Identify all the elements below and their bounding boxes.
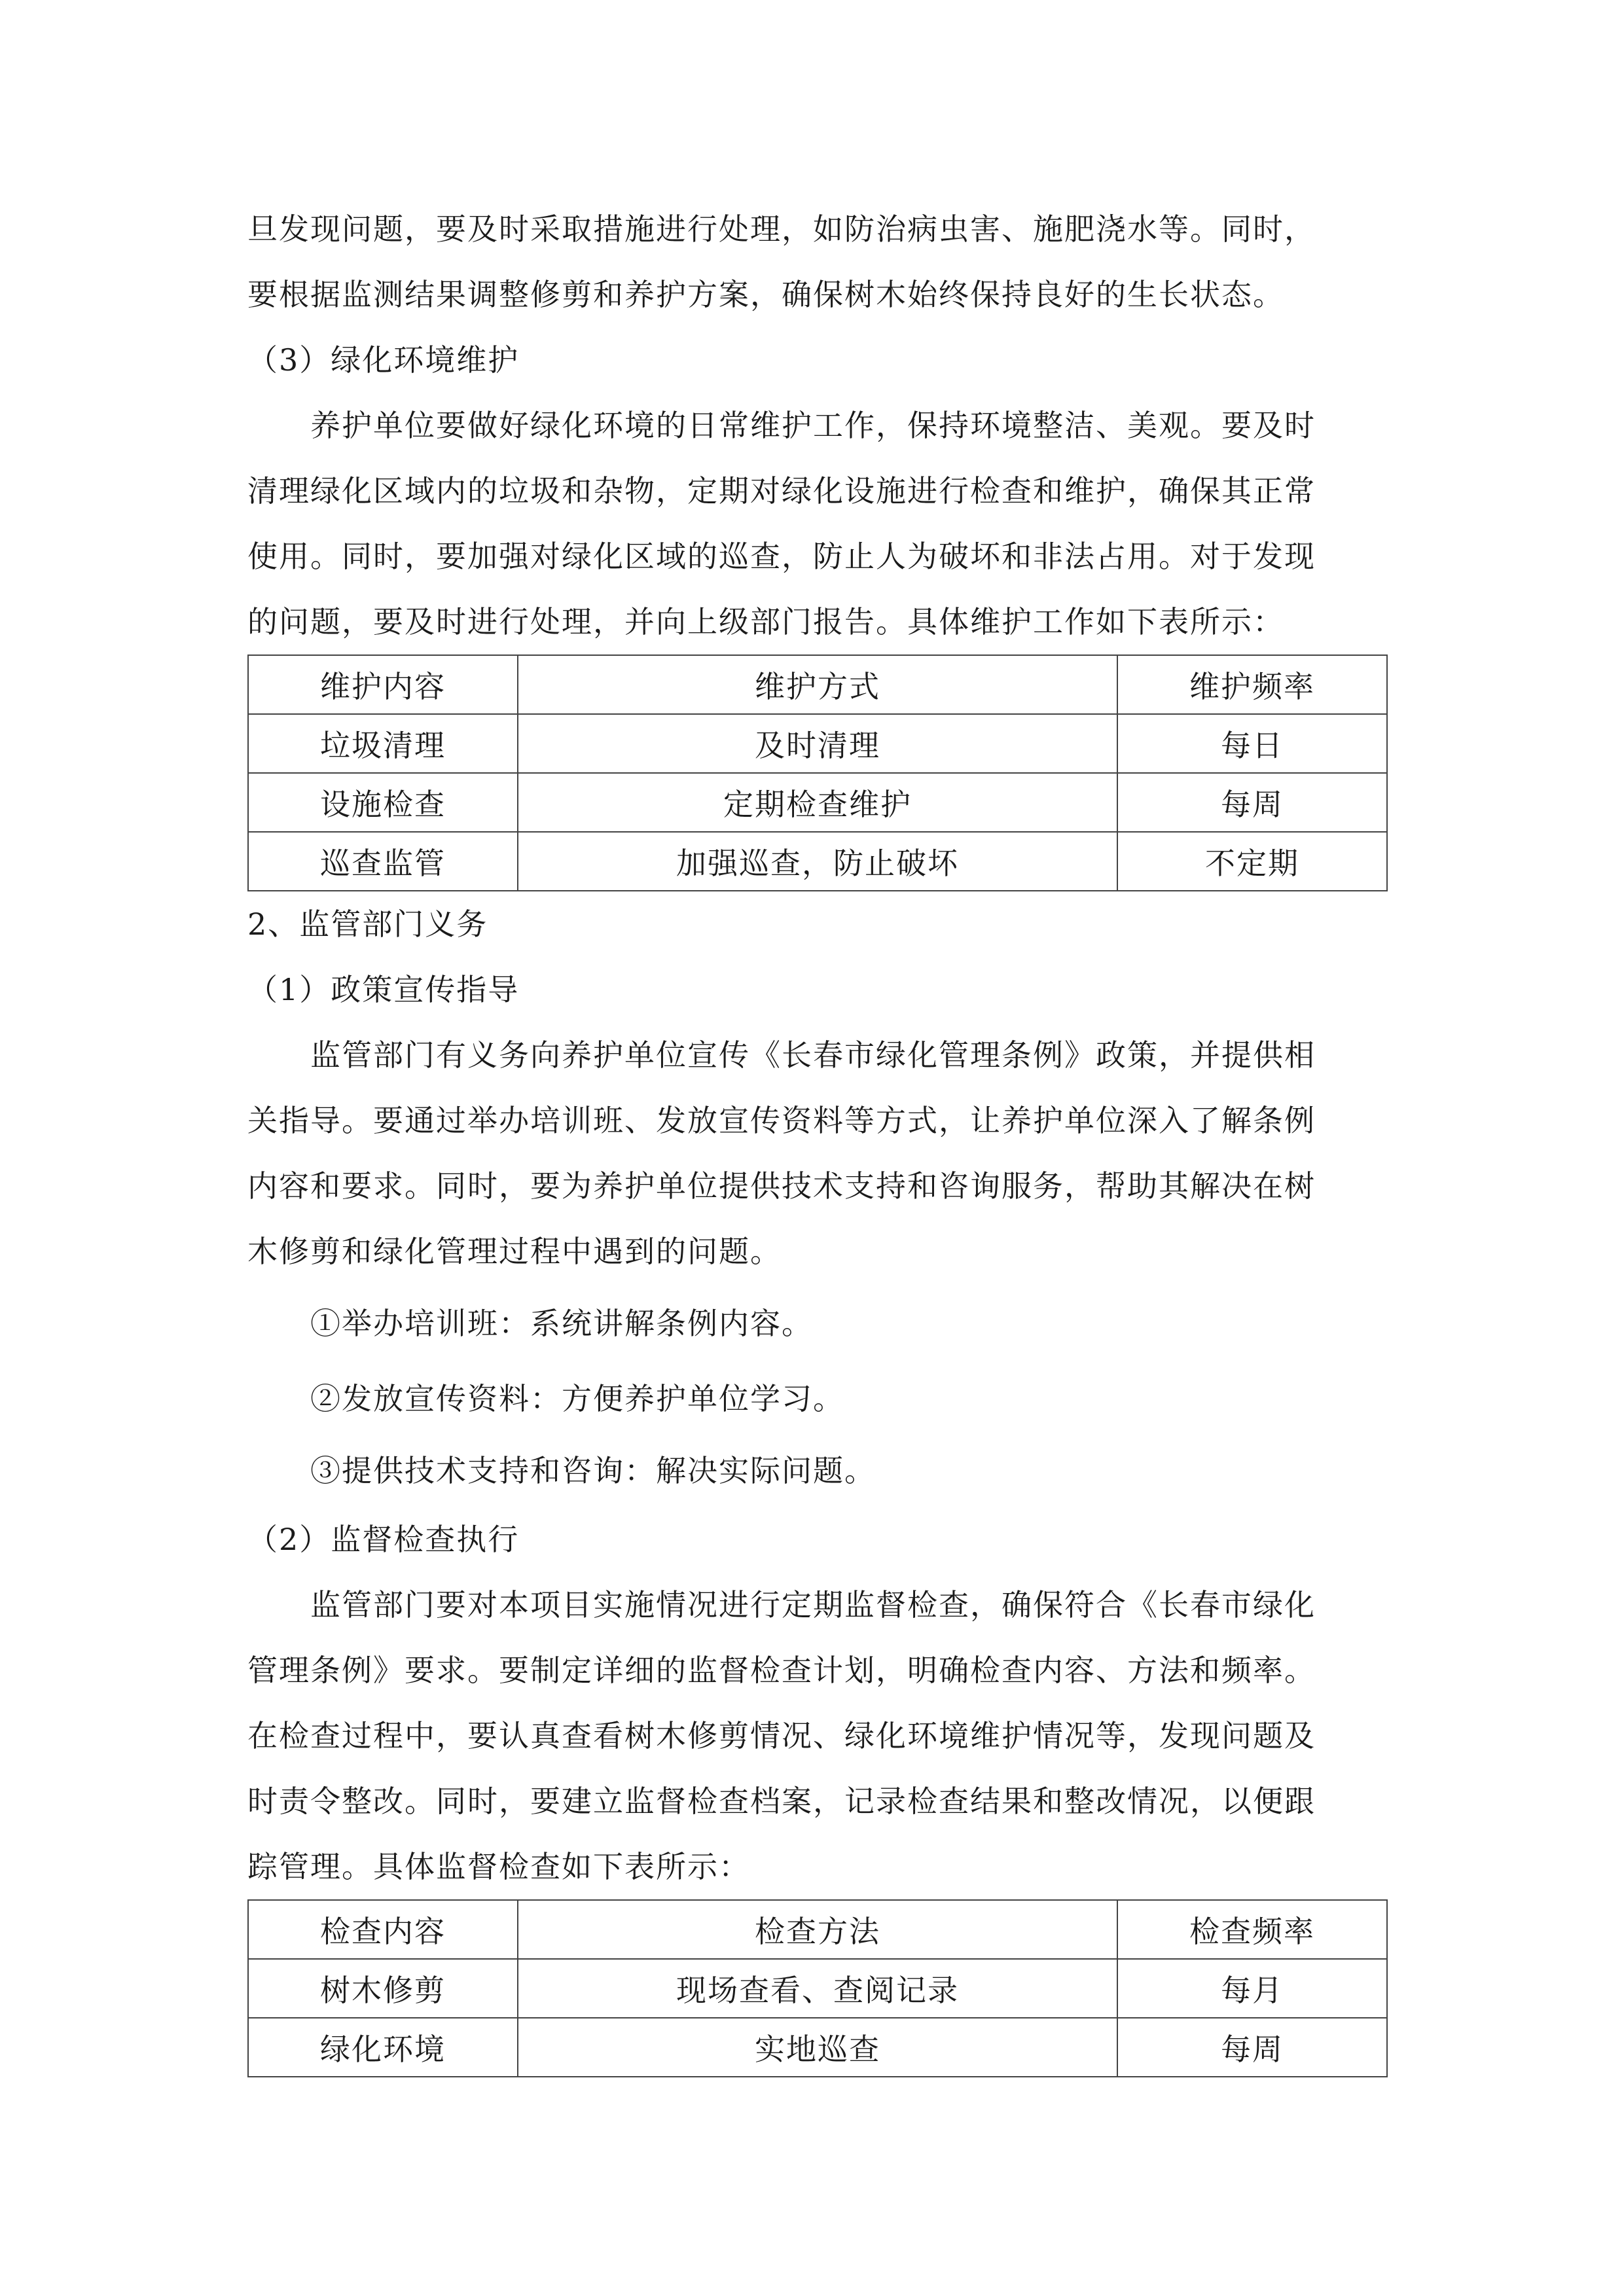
table-header-cell: 检查频率 (1117, 1900, 1387, 1959)
section-heading-dept-duties: 2、监管部门义务 (247, 906, 488, 942)
table-cell: 不定期 (1117, 832, 1387, 891)
paragraph-line: 要根据监测结果调整修剪和养护方案，确保树木始终保持良好的生长状态。 (247, 277, 1284, 312)
table-row (248, 714, 1387, 773)
table-cell: 及时清理 (518, 714, 1117, 773)
inspection-table (247, 1899, 1388, 2077)
table-header-row (248, 1900, 1387, 1959)
table-row (248, 1959, 1387, 2018)
section-heading-supervision: （2）监督检查执行 (247, 1522, 520, 1557)
table-header-cell: 维护内容 (248, 655, 518, 714)
paragraph-line: 旦发现问题，要及时采取措施进行处理，如防治病虫害、施肥浇水等。同时， (247, 211, 1316, 247)
maintenance-table (247, 655, 1388, 891)
table-cell: 每月 (1117, 1959, 1387, 2018)
list-item: ②发放宣传资料：方便养护单位学习。 (310, 1381, 844, 1416)
table-row (248, 2018, 1387, 2077)
list-item: ①举办培训班：系统讲解条例内容。 (310, 1306, 813, 1341)
paragraph-line: 关指导。要通过举办培训班、发放宣传资料等方式，让养护单位深入了解条例 (247, 1103, 1316, 1138)
table-cell: 现场查看、查阅记录 (518, 1959, 1117, 2018)
table-cell: 巡查监管 (248, 832, 518, 891)
paragraph-line: 木修剪和绿化管理过程中遇到的问题。 (247, 1234, 782, 1269)
paragraph-line: 内容和要求。同时，要为养护单位提供技术支持和咨询服务，帮助其解决在树 (247, 1168, 1316, 1204)
section-heading-env-maintenance: （3）绿化环境维护 (247, 342, 520, 378)
table-cell: 设施检查 (248, 773, 518, 832)
paragraph-line: 的问题，要及时进行处理，并向上级部门报告。具体维护工作如下表所示： (247, 604, 1284, 639)
paragraph-line: 在检查过程中，要认真查看树木修剪情况、绿化环境维护情况等，发现问题及 (247, 1718, 1316, 1753)
table-header-cell: 检查内容 (248, 1900, 518, 1959)
paragraph-line: 清理绿化区域内的垃圾和杂物，定期对绿化设施进行检查和维护，确保其正常 (247, 473, 1316, 509)
section-heading-policy: （1）政策宣传指导 (247, 972, 520, 1007)
paragraph-line: 使用。同时，要加强对绿化区域的巡查，防止人为破坏和非法占用。对于发现 (247, 539, 1316, 574)
document-body (247, 196, 1386, 2077)
table-row (248, 773, 1387, 832)
table-cell: 每周 (1117, 2018, 1387, 2077)
paragraph-line: 踪管理。具体监督检查如下表所示： (247, 1849, 750, 1884)
paragraph-line: 监管部门要对本项目实施情况进行定期监督检查，确保符合《长春市绿化 (310, 1587, 1316, 1623)
table-header-cell: 维护频率 (1117, 655, 1387, 714)
table-cell: 实地巡查 (518, 2018, 1117, 2077)
table-cell: 加强巡查，防止破坏 (518, 832, 1117, 891)
table-header-row (248, 655, 1387, 714)
paragraph-line: 时责令整改。同时，要建立监督检查档案，记录检查结果和整改情况，以便跟 (247, 1784, 1316, 1819)
table-cell: 定期检查维护 (518, 773, 1117, 832)
table-cell: 每周 (1117, 773, 1387, 832)
table-cell: 垃圾清理 (248, 714, 518, 773)
paragraph-line: 养护单位要做好绿化环境的日常维护工作，保持环境整洁、美观。要及时 (310, 408, 1316, 443)
table-row (248, 832, 1387, 891)
table-header-cell: 检查方法 (518, 1900, 1117, 1959)
list-item: ③提供技术支持和咨询：解决实际问题。 (310, 1453, 876, 1488)
table-cell: 每日 (1117, 714, 1387, 773)
table-cell: 绿化环境 (248, 2018, 518, 2077)
paragraph-line: 监管部门有义务向养护单位宣传《长春市绿化管理条例》政策，并提供相 (310, 1037, 1316, 1073)
table-cell: 树木修剪 (248, 1959, 518, 2018)
paragraph-line: 管理条例》要求。要制定详细的监督检查计划，明确检查内容、方法和频率。 (247, 1653, 1316, 1688)
table-header-cell: 维护方式 (518, 655, 1117, 714)
